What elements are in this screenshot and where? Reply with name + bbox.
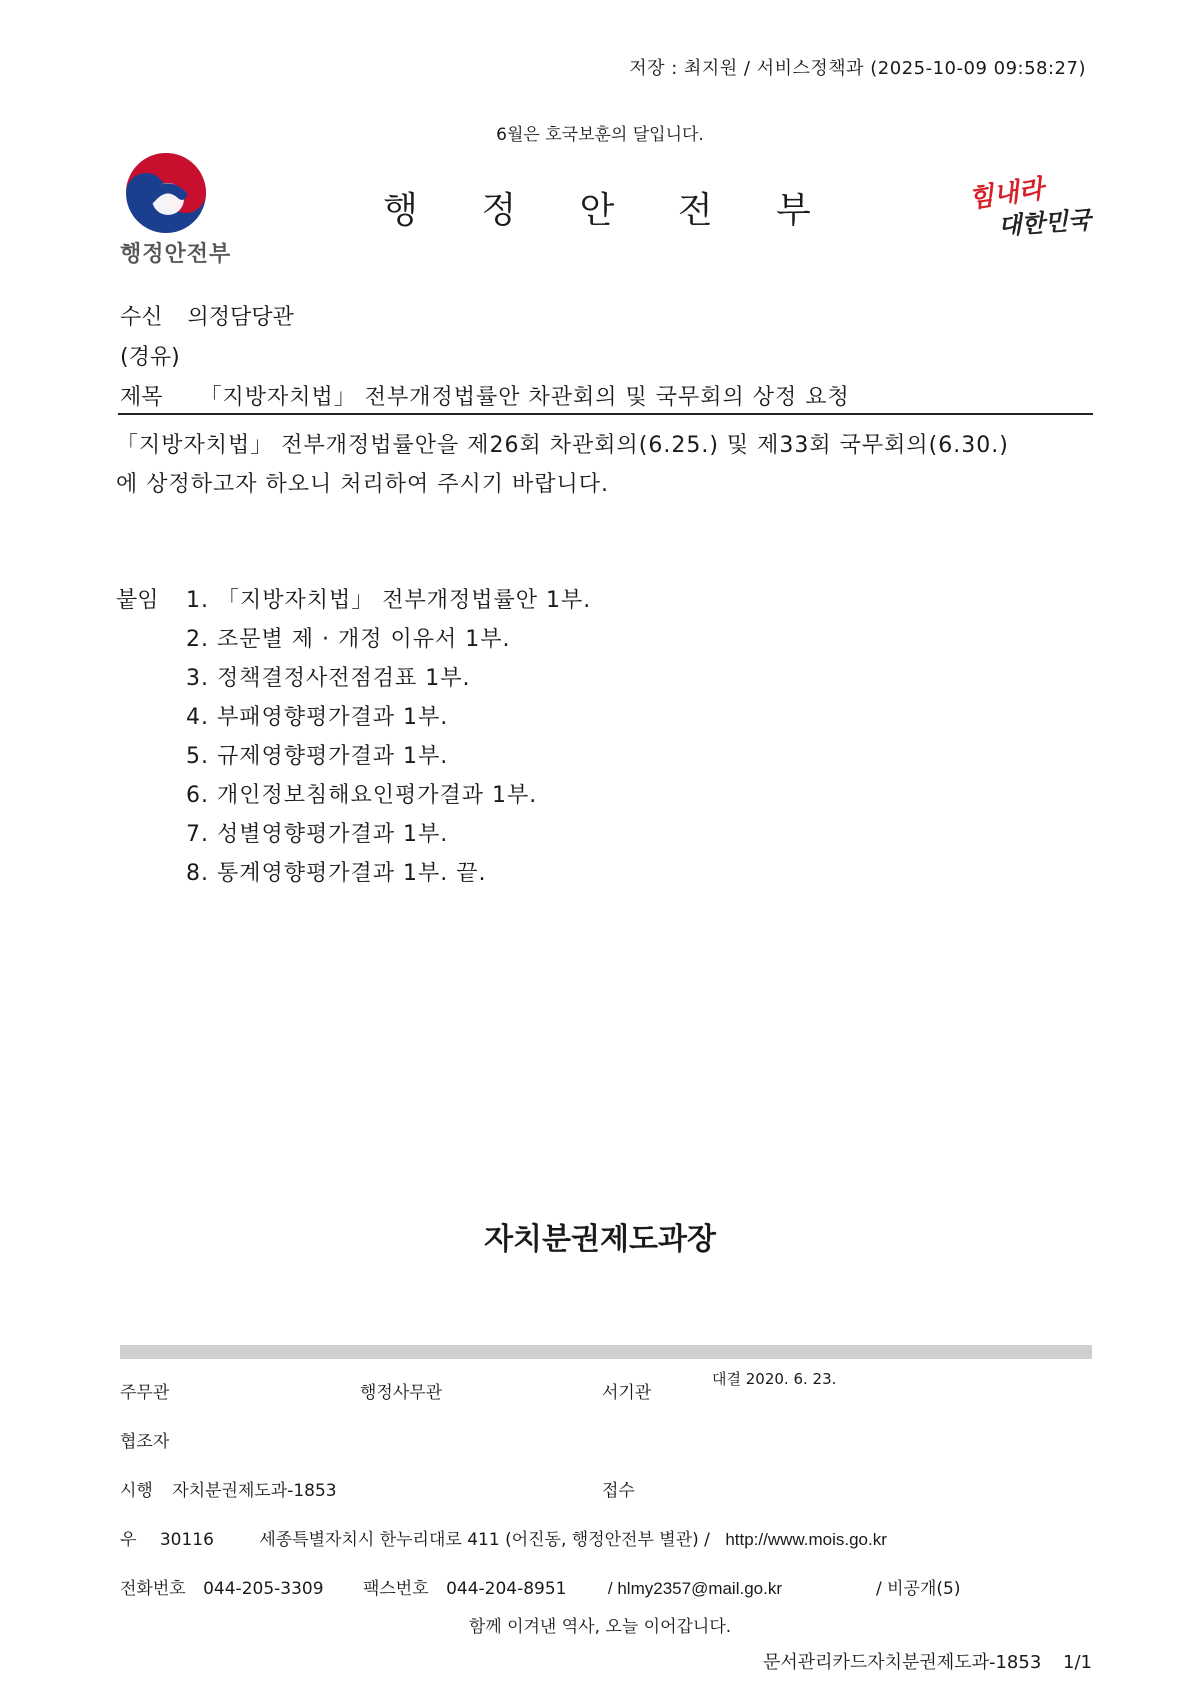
body-line-2: 에 상정하고자 하오니 처리하여 주시기 바랍니다. — [116, 472, 610, 497]
slogan-line2: 대한민국 — [997, 204, 1092, 241]
enforce-value: 자치분권제도과-1853 — [172, 1481, 337, 1501]
org-title: 행 정 안 전 부 — [383, 190, 837, 231]
subject-text: 「지방자치법」 전부개정법률안 차관회의 및 국무회의 상정 요청 — [199, 385, 850, 410]
recipient-label: 수신 — [120, 305, 163, 330]
attachment-item: 8. 통계영향평가결과 1부. 끝. — [186, 861, 487, 886]
approver-clerk: 주무관 — [120, 1383, 170, 1403]
fax-label: 팩스번호 — [362, 1579, 429, 1599]
approver-secretary: 서기관 — [602, 1383, 652, 1403]
attachment-item: 3. 정책결정사전점검표 1부. — [186, 666, 471, 691]
contact-row — [120, 1574, 782, 1599]
website-link[interactable]: http://www.mois.go.kr — [725, 1530, 887, 1549]
approval-bar — [120, 1345, 1092, 1359]
recipient-row — [120, 300, 294, 331]
attachment-label: 붙임 — [116, 588, 159, 613]
phone-number: 044-205-3309 — [203, 1579, 324, 1599]
fax-number: 044-204-8951 — [446, 1579, 567, 1599]
page-number: 1/1 — [1063, 1652, 1092, 1673]
enforce-label: 시행 — [120, 1481, 153, 1501]
cooperator-label: 협조자 — [120, 1432, 170, 1452]
slogan-logo — [966, 170, 1092, 241]
email-link[interactable]: / hlmy2357@mail.go.kr — [607, 1579, 783, 1598]
disclosure-status: / 비공개(5) — [876, 1579, 961, 1599]
phone-label: 전화번호 — [120, 1579, 186, 1599]
approver-officer: 행정사무관 — [360, 1383, 443, 1403]
save-info: 저장 : 최지원 / 서비스정책과 (2025-10-09 09:58:27) — [629, 58, 1086, 79]
body-line-1: 「지방자치법」 전부개정법률안을 제26회 차관회의(6.25.) 및 제33회 국무회의(6.30.) — [116, 433, 1009, 458]
attachment-item: 1. 「지방자치법」 전부개정법률안 1부. — [186, 588, 592, 613]
address-row — [120, 1525, 887, 1550]
logo-text: 행정안전부 — [120, 242, 232, 267]
page-footer — [763, 1648, 1092, 1674]
campaign-text: 6월은 호국보훈의 달입니다. — [496, 125, 704, 145]
enforce-row — [120, 1476, 337, 1501]
attachment-item: 2. 조문별 제 · 개정 이유서 1부. — [186, 627, 511, 652]
motto-text: 함께 이겨낸 역사, 오늘 이어갑니다. — [468, 1617, 732, 1637]
doc-card-number: 문서관리카드자치분권제도과-1853 — [762, 1652, 1042, 1673]
recipient-value: 의정담당관 — [187, 305, 294, 330]
attachment-item: 7. 성별영향평가결과 1부. — [186, 822, 449, 847]
via-label: (경유) — [120, 345, 180, 370]
postal-label: 우 — [120, 1530, 137, 1550]
receipt-label: 접수 — [602, 1481, 635, 1501]
final-approval: 대결 2020. 6. 23. — [712, 1370, 837, 1388]
subject-label: 제목 — [120, 385, 163, 410]
subject-divider — [118, 413, 1093, 415]
address-text: 세종특별자치시 한누리대로 411 (어진동, 행정안전부 별관) / — [259, 1530, 710, 1550]
postal-code: 30116 — [159, 1530, 214, 1550]
attachment-item: 6. 개인정보침해요인평가결과 1부. — [186, 783, 538, 808]
attachment-item: 5. 규제영향평가결과 1부. — [186, 744, 449, 769]
slogan-line1: 힘내라 — [966, 174, 1046, 215]
subject-row — [120, 380, 850, 411]
signer-title: 자치분권제도과장 — [484, 1222, 716, 1257]
attachment-item: 4. 부패영향평가결과 1부. — [186, 705, 449, 730]
